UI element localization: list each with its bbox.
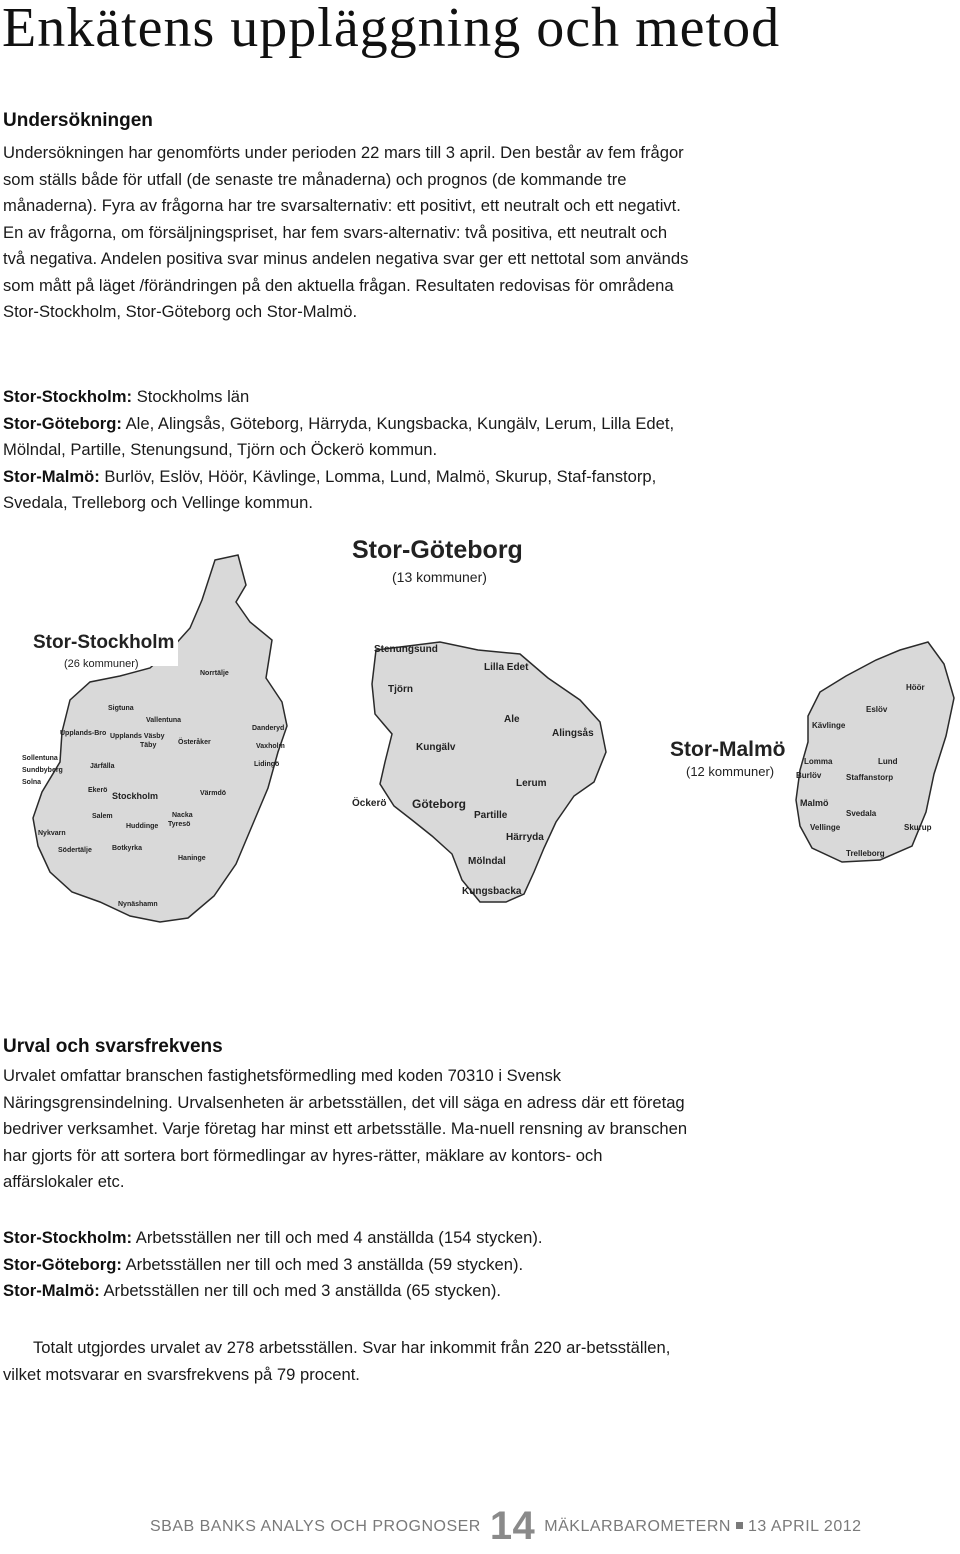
map-stockholm-label: Österåker <box>178 739 211 746</box>
area-label: Stor-Göteborg: <box>3 413 122 433</box>
map-stockholm-label: Nacka <box>172 812 193 819</box>
map-stockholm <box>22 555 287 922</box>
area-text: Stockholms län <box>132 387 250 406</box>
map-malmo-label: Lomma <box>804 757 833 766</box>
map-stockholm-label: Sundbyberg <box>22 767 63 774</box>
map-stockholm-label: Stockholm <box>112 791 159 801</box>
area-definitions <box>3 384 693 517</box>
map-stockholm-label: Upplands-Bro <box>60 730 107 737</box>
sample-label: Stor-Göteborg: <box>3 1254 122 1274</box>
page-title: Enkätens uppläggning och metod <box>2 0 781 59</box>
area-label: Stor-Stockholm: <box>3 387 133 406</box>
area-goteborg <box>3 411 693 464</box>
section-body-undersokningen: Undersökningen har genomförts under perioden 22 mars till 3 april. Den består av fem frågor som ställs både för utfall (de senaste tre månaderna) och prognos (de kommande tre månaderna). Fyra av frågorna har tre svarsalternativ: ett positivt, ett neutralt och ett negativt. En av frågorna, om försäljningspriset, har fem svars-alternativ: två positiva, ett neutralt och två negativa. Andelen positiva svar minus andelen negativa svar ger ett nettotal som används som mått på läget /förändringen på den aktuella frågan. Resultaten redovisas för områdena Stor-Stockholm, Stor-Göteborg och Stor-Malmö. <box>3 143 689 321</box>
map-malmo-label: Skurup <box>904 823 932 832</box>
map-goteborg-label: Ale <box>504 714 520 725</box>
map-stockholm-label: Nynäshamn <box>118 901 158 908</box>
map-goteborg-title: Stor-Göteborg <box>352 536 523 564</box>
map-goteborg-label: Göteborg <box>412 797 466 811</box>
map-goteborg-label: Öckerö <box>352 798 387 809</box>
map-stockholm-label: Södertälje <box>58 847 92 854</box>
map-stockholm-label: Värmdö <box>200 790 227 797</box>
map-stockholm-label: Vallentuna <box>146 717 182 724</box>
map-goteborg-label: Tjörn <box>388 684 413 695</box>
sample-sizes <box>3 1225 693 1305</box>
map-malmo-subtitle: (12 kommuner) <box>686 764 775 779</box>
map-stockholm-label: Norrtälje <box>200 670 229 677</box>
sample-stockholm <box>3 1225 693 1252</box>
map-stockholm-label: Täby <box>140 742 157 749</box>
map-goteborg-label: Mölndal <box>468 856 506 867</box>
area-text: Ale, Alingsås, Göteborg, Härryda, Kungsbacka, Kungälv, Lerum, Lilla Edet, Mölndal, Partille, Stenungsund, Tjörn och Öckerö kommun. <box>3 413 675 459</box>
map-malmo <box>670 642 954 862</box>
area-malmo <box>3 464 693 517</box>
map-malmo-label: Höör <box>906 683 925 692</box>
map-stockholm-label: Sollentuna <box>22 755 58 762</box>
map-stockholm-label: Solna <box>22 779 42 786</box>
sample-malmo <box>3 1278 693 1305</box>
sample-text: Arbetsställen ner till och med 3 anställda (59 stycken). <box>121 1254 524 1274</box>
map-stockholm-label: Danderyd <box>252 725 285 732</box>
map-malmo-label: Staffanstorp <box>846 773 894 782</box>
map-stockholm-label: Upplands Väsby <box>110 733 165 740</box>
page-number: 14 <box>489 1504 536 1548</box>
area-stockholm <box>3 384 693 411</box>
sample-text: Arbetsställen ner till och med 4 anställda (154 stycken). <box>132 1228 543 1247</box>
page-footer <box>150 1504 862 1554</box>
map-goteborg-subtitle: (13 kommuner) <box>392 569 487 585</box>
section-body-urval: Urvalet omfattar branschen fastighetsförmedling med koden 70310 i Svensk Näringsgrensindelning. Urvalsenheten är arbetsställen, det vill säga en adress där ett företag bedriver verksamhet. Varje företag har minst ett arbetsställe. Ma-nuell rensning av branschen har gjorts för att sortera bort förmedlingar av hyres-rätter, mäklare av kontors- och affärslokaler etc. <box>3 1066 688 1191</box>
map-malmo-label: Malmö <box>800 798 829 808</box>
map-stockholm-label: Vaxholm <box>256 743 285 750</box>
footer-date: 13 APRIL 2012 <box>747 1518 862 1535</box>
map-stockholm-label: Haninge <box>178 855 206 862</box>
map-stockholm-label: Ekerö <box>88 787 108 794</box>
map-stockholm-label: Nykvarn <box>38 830 66 837</box>
map-malmo-label: Lund <box>878 757 898 766</box>
map-goteborg <box>352 536 606 902</box>
map-malmo-label: Vellinge <box>810 823 841 832</box>
map-stockholm-label: Tyresö <box>168 821 191 828</box>
footer-publisher: SBAB BANKS ANALYS OCH PROGNOSER <box>150 1518 481 1535</box>
map-malmo-title: Stor-Malmö <box>670 738 786 761</box>
section-heading-urval: Urval och svarsfrekvens <box>3 1036 223 1057</box>
region-maps <box>0 530 960 990</box>
summary-paragraph: Totalt utgjordes urvalet av 278 arbetsställen. Svar har inkommit från 220 ar-betsställen, vilket motsvarar en svarsfrekvens på 79 procent. <box>3 1338 671 1384</box>
map-stockholm-title: Stor-Stockholm <box>33 632 175 653</box>
sample-label: Stor-Malmö: <box>3 1281 100 1300</box>
sample-label: Stor-Stockholm: <box>3 1228 133 1247</box>
area-text: Burlöv, Eslöv, Höör, Kävlinge, Lomma, Lund, Malmö, Skurup, Staf-fanstorp, Svedala, Trelleborg och Vellinge kommun. <box>3 466 657 512</box>
section-heading-undersokningen: Undersökningen <box>3 110 153 131</box>
sample-goteborg <box>3 1252 693 1279</box>
map-stockholm-label: Järfälla <box>90 763 115 770</box>
map-goteborg-label: Lerum <box>516 778 547 789</box>
map-malmo-label: Burlöv <box>796 771 822 780</box>
map-goteborg-label: Kungälv <box>416 742 456 753</box>
map-stockholm-label: Salem <box>92 813 113 820</box>
map-goteborg-label: Partille <box>474 810 508 821</box>
map-malmo-label: Eslöv <box>866 705 888 714</box>
map-goteborg-label: Lilla Edet <box>484 662 529 673</box>
map-stockholm-label: Sigtuna <box>108 705 134 712</box>
map-stockholm-label: Lidingö <box>254 761 280 768</box>
map-stockholm-label: Botkyrka <box>112 845 142 852</box>
area-label: Stor-Malmö: <box>3 466 100 486</box>
map-stockholm-subtitle: (26 kommuner) <box>64 658 139 670</box>
map-malmo-label: Kävlinge <box>812 721 846 730</box>
square-separator-icon <box>736 1522 743 1529</box>
map-goteborg-label: Härryda <box>506 832 544 843</box>
map-malmo-label: Svedala <box>846 809 877 818</box>
map-stockholm-label: Huddinge <box>126 823 159 830</box>
map-goteborg-label: Stenungsund <box>374 644 438 655</box>
footer-report-name: MÄKLARBAROMETERN <box>544 1518 731 1535</box>
map-goteborg-label: Kungsbacka <box>462 886 522 897</box>
map-goteborg-label: Alingsås <box>552 728 594 739</box>
map-malmo-label: Trelleborg <box>846 849 885 858</box>
sample-text: Arbetsställen ner till och med 3 anställda (65 stycken). <box>99 1281 502 1300</box>
